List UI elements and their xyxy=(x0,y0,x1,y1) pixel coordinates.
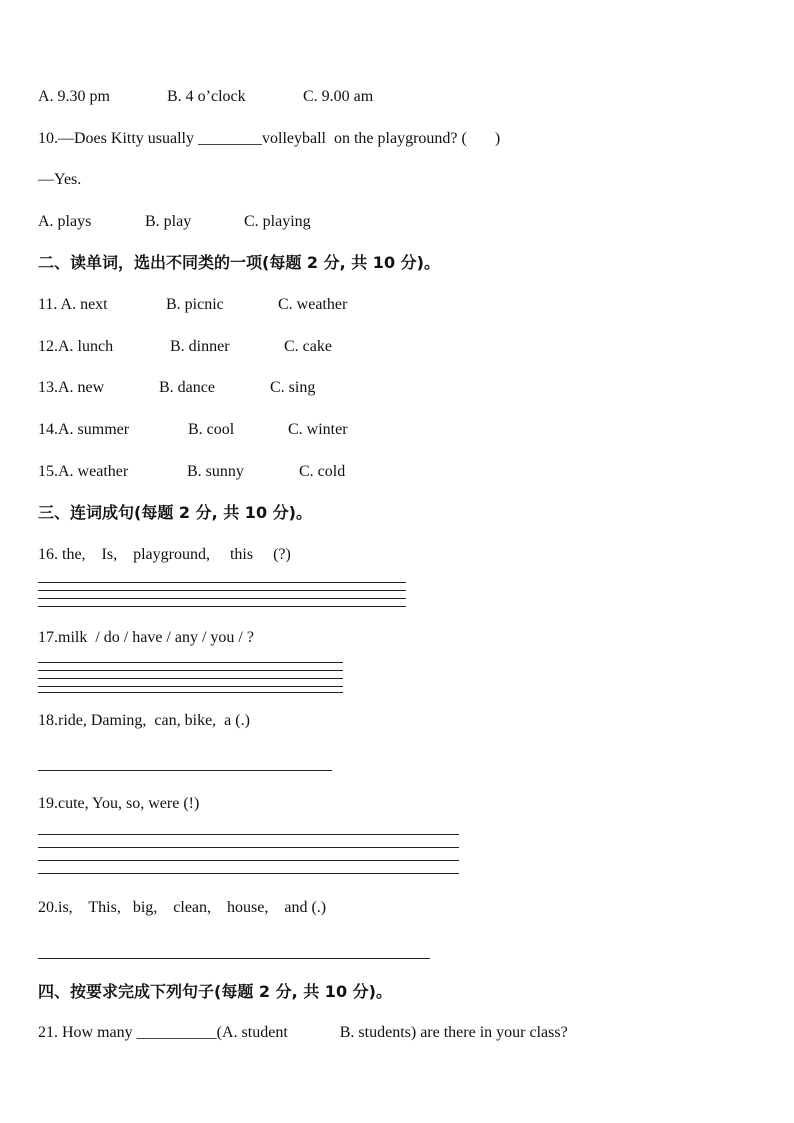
q13-option-c: C. sing xyxy=(270,379,316,396)
q10-reply: —Yes. xyxy=(38,171,82,188)
q12-option-b: B. dinner xyxy=(170,338,230,355)
q19-answer-line xyxy=(38,860,459,861)
q12-option-a: 12.A. lunch xyxy=(38,338,114,355)
q18-answer-line xyxy=(38,770,332,771)
q15-option-b: B. sunny xyxy=(187,463,244,480)
q9-option-b: B. 4 o’clock xyxy=(167,88,246,105)
q9-option-a: A. 9.30 pm xyxy=(38,88,110,105)
q14-option-b: B. cool xyxy=(188,421,235,438)
q17-answer-line xyxy=(38,678,343,679)
q19-answer-line xyxy=(38,873,459,874)
section-4-title: 四、按要求完成下列句子(每题 2 分, 共 10 分)。 xyxy=(38,982,392,1001)
q11-option-a: 11. A. next xyxy=(38,296,108,313)
q10-option-c: C. playing xyxy=(244,213,311,230)
q14-option-a: 14.A. summer xyxy=(38,421,130,438)
q20-prompt: 20.is, This, big, clean, house, and (.) xyxy=(38,899,327,916)
q9-option-c: C. 9.00 am xyxy=(303,88,374,105)
q19-answer-line xyxy=(38,847,459,848)
section-2-title: 二、读单词，选出不同类的一项(每题 2 分, 共 10 分)。 xyxy=(38,253,440,272)
q15-option-a: 15.A. weather xyxy=(38,463,129,480)
q17-answer-line xyxy=(38,662,343,663)
q20-answer-line xyxy=(38,958,430,959)
q16-answer-line xyxy=(38,590,406,591)
q19-answer-line xyxy=(38,834,459,835)
q13-option-a: 13.A. new xyxy=(38,379,105,396)
q17-answer-line xyxy=(38,692,343,693)
q19-prompt: 19.cute, You, so, were (!) xyxy=(38,795,200,812)
q10-question: 10.—Does Kitty usually ________volleyball on the playground? ( ) xyxy=(38,130,501,147)
q12-option-c: C. cake xyxy=(284,338,332,355)
q18-prompt: 18.ride, Daming, can, bike, a (.) xyxy=(38,712,250,729)
q21-question: 21. How many __________(A. student B. students) are there in your class? xyxy=(38,1024,568,1041)
q10-option-a: A. plays xyxy=(38,213,92,230)
q15-option-c: C. cold xyxy=(299,463,346,480)
q17-answer-line xyxy=(38,686,343,687)
section-3-title: 三、连词成句(每题 2 分, 共 10 分)。 xyxy=(38,503,312,522)
q11-option-b: B. picnic xyxy=(166,296,224,313)
q17-prompt: 17.milk / do / have / any / you / ? xyxy=(38,629,254,646)
q14-option-c: C. winter xyxy=(288,421,348,438)
q16-answer-line xyxy=(38,606,406,607)
q16-answer-line xyxy=(38,582,406,583)
q16-prompt: 16. the, Is, playground, this (?) xyxy=(38,546,291,563)
q17-answer-line xyxy=(38,670,343,671)
q10-option-b: B. play xyxy=(145,213,192,230)
q13-option-b: B. dance xyxy=(159,379,215,396)
q11-option-c: C. weather xyxy=(278,296,348,313)
q16-answer-line xyxy=(38,598,406,599)
